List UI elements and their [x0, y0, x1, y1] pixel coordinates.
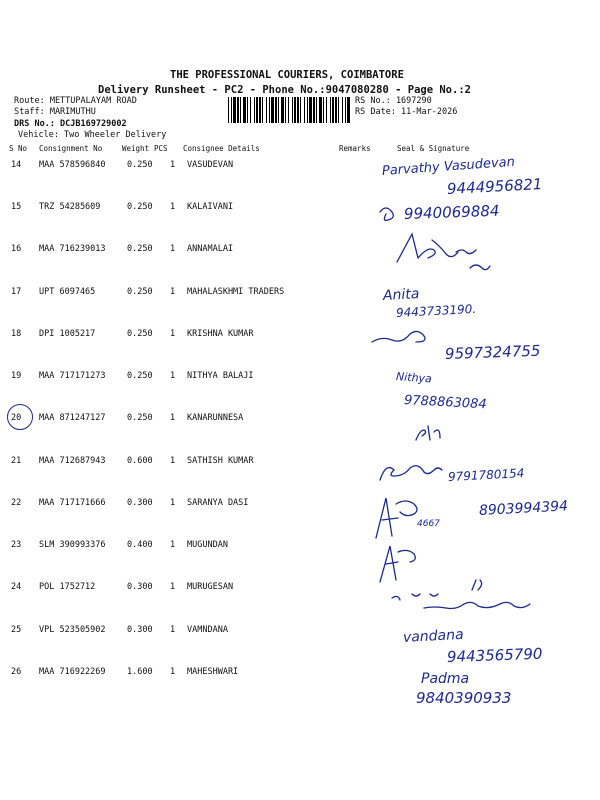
rs-date: RS Date: 11-Mar-2026 [355, 107, 458, 117]
barcode-bar [330, 97, 331, 123]
row-weight: 0.300 [127, 625, 153, 635]
row-sno: 21 [11, 456, 22, 466]
staff-label: Staff: MARIMUTHU [14, 107, 96, 117]
barcode-bar [309, 97, 312, 123]
barcode-bar [247, 97, 248, 123]
barcode-bar [297, 97, 299, 123]
row-sno: 25 [11, 625, 22, 635]
row-consignee: MUGUNDAN [187, 540, 228, 550]
row-consignee: SATHISH KUMAR [187, 456, 254, 466]
barcode-bar [259, 97, 261, 123]
col-remarks: Remarks [339, 144, 371, 153]
barcode-bar [316, 97, 317, 123]
handwritten-phone: 8903994394 [478, 498, 569, 519]
handwritten-phone: 9788863084 [403, 393, 487, 413]
row-sno: 17 [11, 287, 22, 297]
row-pcs: 1 [170, 160, 176, 170]
row-pcs: 1 [170, 244, 176, 254]
row-consignment: MAA 716922269 [39, 667, 106, 677]
barcode-bar [342, 97, 343, 123]
barcode-bar [262, 97, 263, 123]
row-consignee: MAHESHWARI [187, 667, 239, 677]
row-weight: 0.250 [127, 329, 153, 339]
barcode-bar [300, 97, 301, 123]
row-consignment: MAA 717171273 [39, 371, 106, 381]
row-weight: 0.250 [127, 202, 153, 212]
row-weight: 1.600 [127, 667, 153, 677]
handwritten-note: 4667 [417, 519, 440, 529]
col-sno: S No [9, 144, 28, 153]
row-consignment: TRZ 54285609 [39, 202, 101, 212]
row-sno: 22 [11, 498, 22, 508]
row-consignee: MURUGESAN [187, 582, 234, 592]
handwritten-phone: 9444956821 [446, 175, 543, 198]
row-consignee: ANNAMALAI [187, 244, 234, 254]
barcode-bar [237, 97, 239, 123]
drs-label: DRS No.: DCJB169729002 [14, 119, 127, 129]
row-weight: 0.250 [127, 371, 153, 381]
col-consignment: Consignment No [39, 144, 103, 153]
row-pcs: 1 [170, 371, 176, 381]
col-consignee: Consignee Details [183, 144, 260, 153]
barcode-bar [304, 97, 305, 123]
route-label: Route: METTUPALAYAM ROAD [14, 96, 137, 106]
hand-drawn-circle [7, 404, 33, 430]
handwritten-signature: Nithya [395, 370, 433, 386]
handwritten-signature: Parvathy Vasudevan [381, 154, 516, 179]
barcode-bar [307, 97, 308, 123]
document-subtitle: Delivery Runsheet - PC2 - Phone No.:9047080280 - Page No.:2 [98, 84, 471, 96]
row-weight: 0.250 [127, 244, 153, 254]
vehicle-label: Vehicle: Two Wheeler Delivery [18, 130, 167, 140]
row-consignment: VPL 523505902 [39, 625, 106, 635]
handwritten-phone: 9840390933 [416, 689, 512, 707]
row-pcs: 1 [170, 498, 176, 508]
row-pcs: 1 [170, 582, 176, 592]
row-pcs: 1 [170, 413, 176, 423]
handwritten-phone: 9597324755 [444, 341, 541, 363]
barcode-bar [243, 97, 246, 123]
row-weight: 0.600 [127, 456, 153, 466]
barcode-bar [345, 97, 346, 123]
row-weight: 0.300 [127, 498, 153, 508]
barcode-bar [323, 97, 324, 123]
barcode-bar [275, 97, 277, 123]
handwritten-signature: vandana [402, 626, 464, 646]
barcode-bar [271, 97, 274, 123]
barcode-bar [281, 97, 284, 123]
row-consignment: UPT 6097465 [39, 287, 96, 297]
row-consignment: POL 1752712 [39, 582, 96, 592]
row-consignment: MAA 871247127 [39, 413, 106, 423]
row-consignee: KANARUNNESA [187, 413, 244, 423]
row-sno: 24 [11, 582, 22, 592]
barcode-bar [335, 97, 337, 123]
barcode-bar [285, 97, 286, 123]
row-consignment: SLM 390993376 [39, 540, 106, 550]
handwritten-phone: 9443733190. [395, 301, 477, 320]
barcode-bar [313, 97, 315, 123]
row-sno: 19 [11, 371, 22, 381]
document-title: THE PROFESSIONAL COURIERS, COIMBATORE [170, 69, 404, 81]
row-sno: 18 [11, 329, 22, 339]
row-consignee: VAMNDANA [187, 625, 228, 635]
row-weight: 0.300 [127, 582, 153, 592]
handwritten-signature: Padma [421, 671, 470, 687]
row-weight: 0.400 [127, 540, 153, 550]
barcode-bar [319, 97, 322, 123]
barcode-bar [250, 97, 251, 123]
row-pcs: 1 [170, 456, 176, 466]
barcode-bar [266, 97, 267, 123]
col-pcs: PCS [154, 144, 168, 153]
row-pcs: 1 [170, 540, 176, 550]
barcode-bar [332, 97, 334, 123]
row-sno: 15 [11, 202, 22, 212]
row-sno: 26 [11, 667, 22, 677]
row-consignee: MAHALASKHMI TRADERS [187, 287, 285, 297]
row-weight: 0.250 [127, 160, 153, 170]
row-pcs: 1 [170, 667, 176, 677]
barcode-bar [326, 97, 327, 123]
row-consignee: KALAIVANI [187, 202, 234, 212]
barcode [228, 97, 350, 123]
row-consignment: MAA 717171666 [39, 498, 106, 508]
row-sno: 20 [11, 413, 22, 423]
barcode-bar [231, 97, 232, 123]
row-sno: 16 [11, 244, 22, 254]
row-pcs: 1 [170, 329, 176, 339]
row-weight: 0.250 [127, 287, 153, 297]
col-seal: Seal & Signature [397, 144, 470, 153]
row-consignment: DPI 1005217 [39, 329, 96, 339]
barcode-bar [240, 97, 241, 123]
row-consignee: VASUDEVAN [187, 160, 234, 170]
handwritten-phone: 9940069884 [403, 201, 500, 223]
handwritten-phone: 9443565790 [446, 644, 543, 666]
barcode-bar [294, 97, 296, 123]
row-consignment: MAA 712687943 [39, 456, 106, 466]
barcode-bar [347, 97, 350, 123]
row-weight: 0.250 [127, 413, 153, 423]
row-consignment: MAA 578596840 [39, 160, 106, 170]
barcode-bar [292, 97, 293, 123]
row-pcs: 1 [170, 625, 176, 635]
barcode-bar [269, 97, 270, 123]
barcode-bar [256, 97, 258, 123]
barcode-bar [278, 97, 279, 123]
barcode-bar [254, 97, 255, 123]
row-consignee: NITHYA BALAJI [187, 371, 254, 381]
row-sno: 23 [11, 540, 22, 550]
rs-number: RS No.: 1697290 [355, 96, 432, 106]
row-pcs: 1 [170, 202, 176, 212]
handwritten-phone: 9791780154 [447, 466, 525, 484]
barcode-bar [233, 97, 236, 123]
row-consignee: SARANYA DASI [187, 498, 249, 508]
row-consignment: MAA 716239013 [39, 244, 106, 254]
row-pcs: 1 [170, 287, 176, 297]
row-consignee: KRISHNA KUMAR [187, 329, 254, 339]
handwritten-signature: Anita [382, 286, 420, 304]
col-weight: Weight [122, 144, 150, 153]
barcode-bar [338, 97, 339, 123]
row-sno: 14 [11, 160, 22, 170]
barcode-bar [228, 97, 229, 123]
barcode-bar [288, 97, 289, 123]
